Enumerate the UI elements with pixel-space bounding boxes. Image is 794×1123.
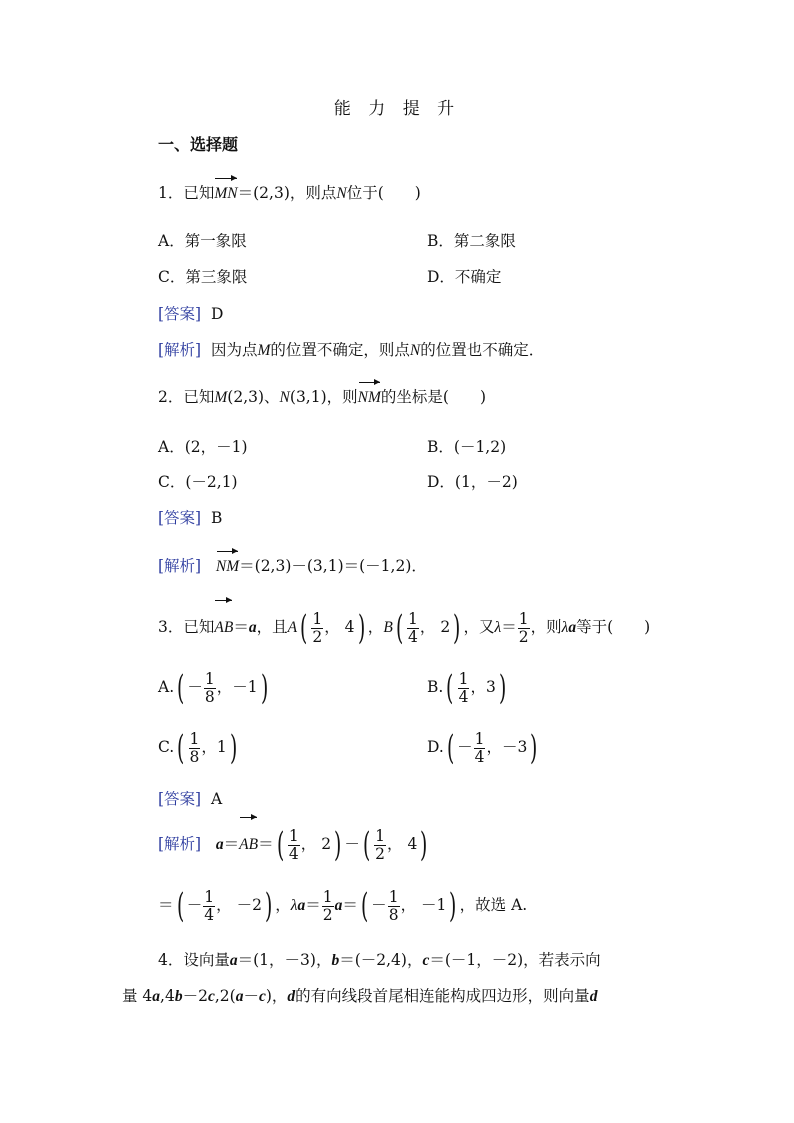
vector-nm: NM — [215, 558, 240, 575]
q2-option-a: A．(2，－1) — [158, 438, 248, 456]
q1-analysis: [解析] 因为点M的位置不确定，则点N的位置也不确定． — [158, 341, 545, 359]
vector-nm: NM — [357, 389, 381, 406]
q2-option-c: C．(－2,1) — [158, 473, 238, 491]
q1-option-b: B．第二象限 — [427, 232, 516, 250]
q3-option-d: D.( － $\frac{1}{4}$ ，－3) — [427, 728, 538, 768]
q2-option-b: B．(－1,2) — [427, 438, 507, 456]
answer-tag: [答案] — [158, 305, 202, 323]
question-3: 3．已知AB＝a，且A( $\frac{1}{2}$ ， 4) ，B( $\frac{1}{4}$ ， 2) ，又λ＝ $\frac{1}{2}$ ，则λa等于( ) — [158, 608, 651, 648]
q3-option-b: B.( $\frac{1}{4}$ ，3) — [427, 668, 507, 708]
q2-option-d: D．(1，－2) — [427, 473, 518, 491]
q2-analysis: [解析] NM＝(2,3)－(3,1)＝(－1,2)． — [158, 557, 427, 575]
question-4-line2: 量 4a,4b－2c,2(a－c)，d的有向线段首尾相连能构成四边形，则向量d — [122, 987, 598, 1005]
analysis-tag: [解析] — [158, 341, 202, 359]
page-title: 能 力 提 升 — [333, 99, 461, 119]
q2-answer: [答案] B — [158, 509, 223, 527]
q1-option-d: D．不确定 — [427, 268, 502, 286]
vector-mn: MN — [214, 185, 238, 202]
section-heading: 一、选择题 — [158, 135, 239, 154]
vector-ab: AB — [214, 606, 233, 650]
q1-answer: [答案] D — [158, 305, 224, 323]
q3-answer: [答案] A — [158, 790, 223, 808]
q3-analysis-line1: [解析] a＝AB＝( $\frac{1}{4}$ ， 2) －( $\frac{1}{2}$ ， 4) — [158, 825, 428, 865]
question-1: 1．已知MN＝(2,3)，则点N位于( ) — [158, 184, 421, 202]
q1-option-c: C．第三象限 — [158, 268, 248, 286]
question-2: 2．已知M(2,3)、N(3,1)，则NM的坐标是( ) — [158, 388, 486, 406]
q3-analysis-line2: ＝( － $\frac{1}{4}$ ， －2) ，λa＝ $\frac{1}{2}$ a＝( － $\frac{1}{8}$ ， －1) ，故选 A. — [158, 886, 528, 926]
q1-option-a: A．第一象限 — [158, 232, 247, 250]
q3-option-a: A.( － $\frac{1}{8}$ ，－1) — [158, 668, 268, 708]
question-4-line1: 4．设向量a＝(1，－3)，b＝(－2,4)，c＝(－1，－2)，若表示向 — [158, 951, 601, 969]
q3-option-c: C.( $\frac{1}{8}$ ，1) — [158, 728, 238, 768]
